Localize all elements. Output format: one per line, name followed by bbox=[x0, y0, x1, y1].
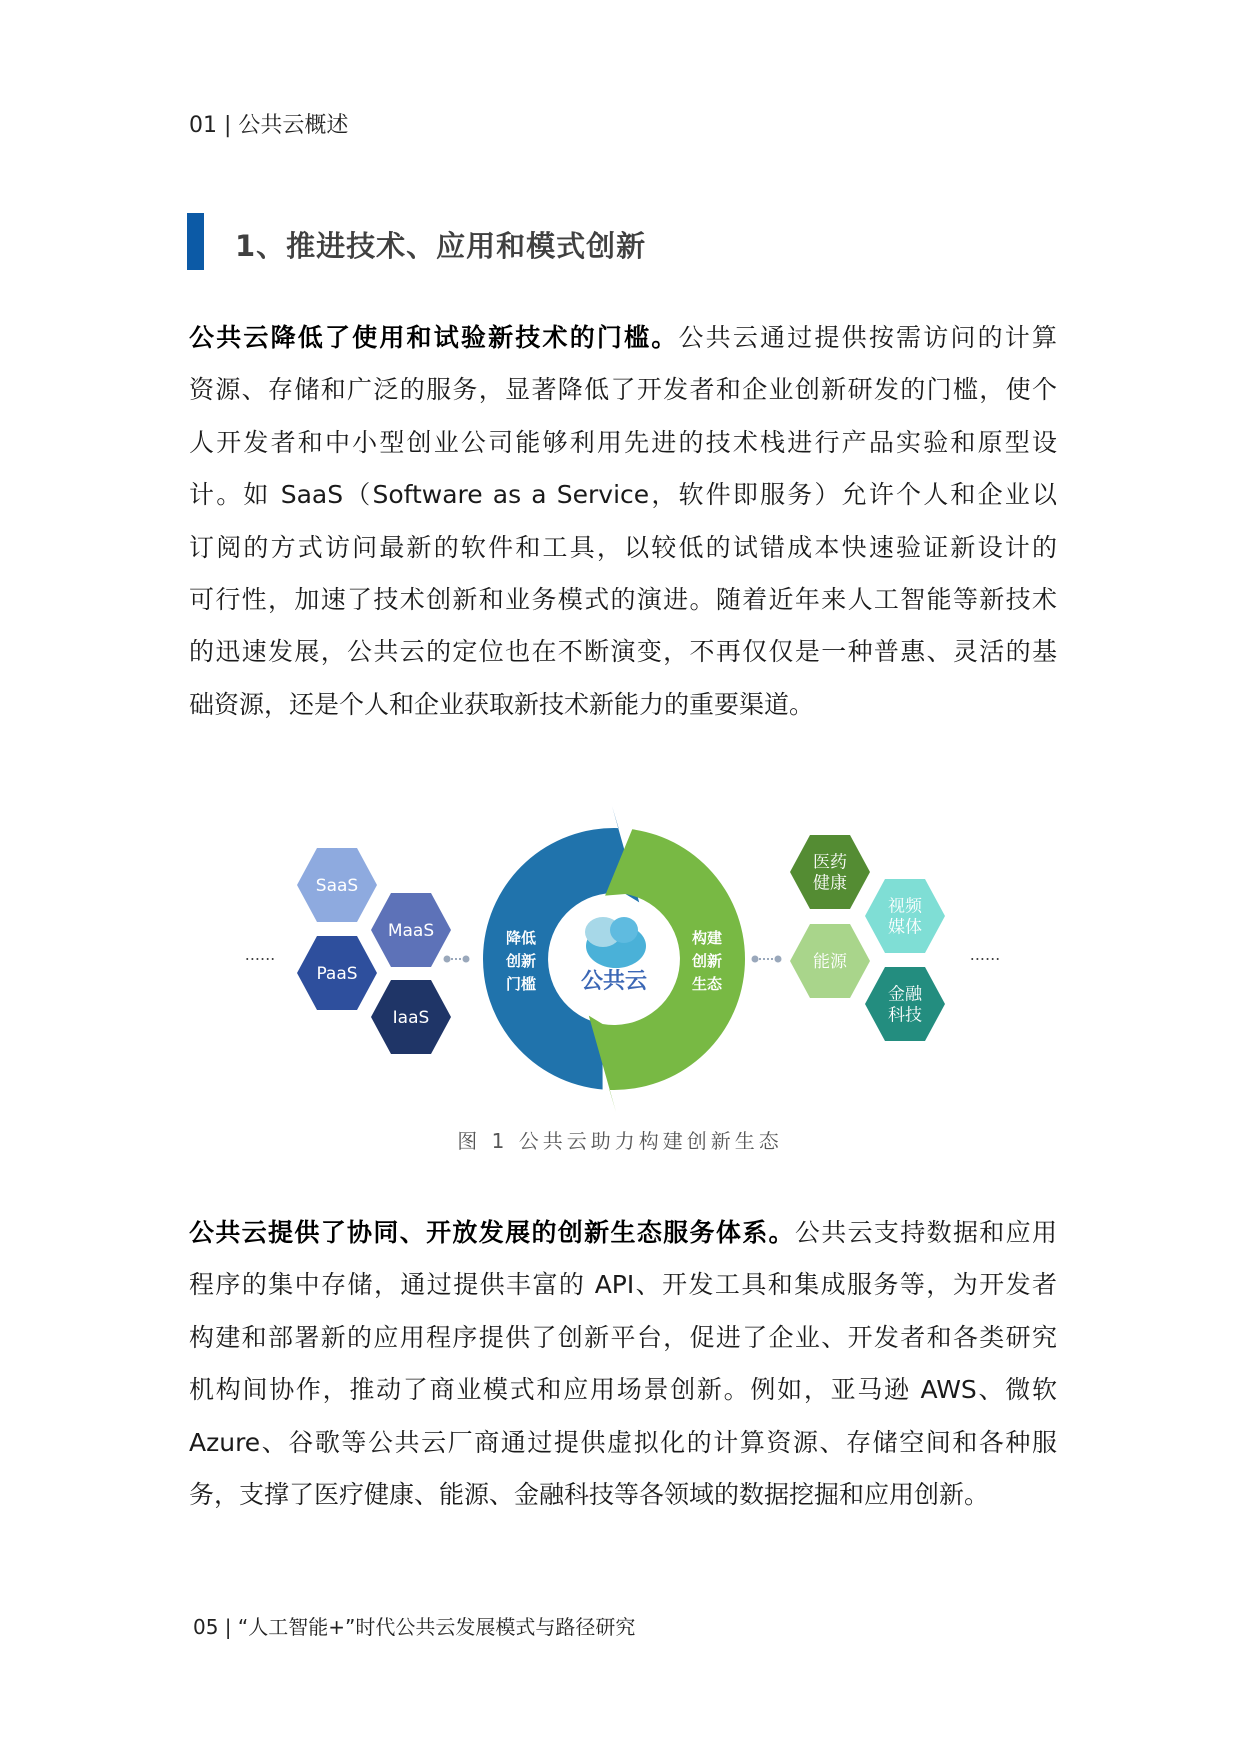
paragraph-lower-barriers bbox=[189, 312, 1057, 731]
ring-right-label: 生态 bbox=[691, 975, 723, 993]
text-span: 公共云支持数据和应用 bbox=[794, 1218, 1057, 1247]
ring-right-label: 构建 bbox=[691, 929, 723, 947]
paragraph-ecosystem bbox=[189, 1207, 1057, 1521]
ring-right-label: 创新 bbox=[691, 952, 723, 970]
ring-left-label: 门槛 bbox=[505, 975, 537, 993]
paragraph-lead: 公共云提供了协同、开放发展的创新生态服务体系。 bbox=[189, 1218, 795, 1247]
text-line: 人开发者和中小型创业公司能够利用先进的技术栈进行产品实验和原型设 bbox=[189, 427, 1057, 457]
service-model-label: MaaS bbox=[387, 921, 435, 941]
left-connector bbox=[444, 956, 470, 963]
domain-label: 能源 bbox=[813, 952, 847, 972]
ring-left-label: 降低 bbox=[505, 929, 537, 947]
text-line: 计。如 SaaS（Software as a Service，软件即服务）允许个人和企业以 bbox=[189, 480, 1057, 510]
text-line: 机构间协作，推动了商业模式和应用场景创新。例如，亚马逊 AWS、微软 bbox=[189, 1375, 1057, 1405]
text-line bbox=[189, 312, 1057, 364]
domain-hexes bbox=[790, 835, 945, 1041]
domain-label: 金融 bbox=[888, 984, 922, 1005]
service-model-label: IaaS bbox=[392, 1008, 430, 1028]
domain-label: 医药 bbox=[813, 852, 847, 873]
ring-left-label: 创新 bbox=[505, 952, 537, 970]
right-ellipsis: ...... bbox=[969, 945, 1001, 964]
domain-label: 健康 bbox=[813, 873, 847, 894]
right-connector bbox=[752, 956, 782, 963]
domain-label: 视频 bbox=[888, 896, 922, 917]
text-span: 公共云通过提供按需访问的计算 bbox=[678, 323, 1057, 352]
ecosystem-diagram bbox=[0, 780, 1240, 1120]
text-line: 可行性，加速了技术创新和业务模式的演进。随着近年来人工智能等新技术 bbox=[189, 584, 1057, 614]
service-model-label: SaaS bbox=[315, 876, 359, 896]
text-line: Azure、谷歌等公共云厂商通过提供虚拟化的计算资源、存储空间和各种服 bbox=[189, 1427, 1057, 1457]
service-model-label: PaaS bbox=[316, 964, 358, 984]
text-line: 资源、存储和广泛的服务，显著降低了开发者和企业创新研发的门槛，使个 bbox=[189, 375, 1057, 405]
service-model-hexes bbox=[297, 848, 451, 1054]
text-line: 构建和部署新的应用程序提供了创新平台，促进了企业、开发者和各类研究 bbox=[189, 1322, 1057, 1352]
section-title: 1、推进技术、应用和模式创新 bbox=[235, 229, 647, 263]
text-line: 务，支撑了医疗健康、能源、金融科技等各领域的数据挖掘和应用创新。 bbox=[189, 1479, 990, 1509]
cloud-icon bbox=[585, 917, 646, 968]
page-footer: 05 | “人工智能+”时代公共云发展模式与路径研究 bbox=[193, 1615, 636, 1639]
text-line: 订阅的方式访问最新的软件和工具，以较低的试错成本快速验证新设计的 bbox=[189, 532, 1057, 562]
paragraph-lead: 公共云降低了使用和试验新技术的门槛。 bbox=[189, 323, 679, 352]
domain-label: 科技 bbox=[888, 1005, 922, 1026]
figure-caption: 图 1 公共云助力构建创新生态 bbox=[457, 1129, 783, 1153]
text-line: 础资源，还是个人和企业获取新技术新能力的重要渠道。 bbox=[189, 689, 815, 719]
text-line: 的迅速发展，公共云的定位也在不断演变，不再仅仅是一种普惠、灵活的基 bbox=[189, 637, 1057, 667]
text-line bbox=[189, 1207, 1057, 1259]
text-line: 程序的集中存储，通过提供丰富的 API、开发工具和集成服务等，为开发者 bbox=[189, 1270, 1057, 1300]
chapter-header: 01 | 公共云概述 bbox=[189, 113, 349, 138]
left-ellipsis: ...... bbox=[244, 945, 276, 964]
domain-label: 媒体 bbox=[888, 917, 922, 938]
center-label: 公共云 bbox=[580, 969, 648, 994]
section-accent-bar bbox=[187, 213, 204, 270]
